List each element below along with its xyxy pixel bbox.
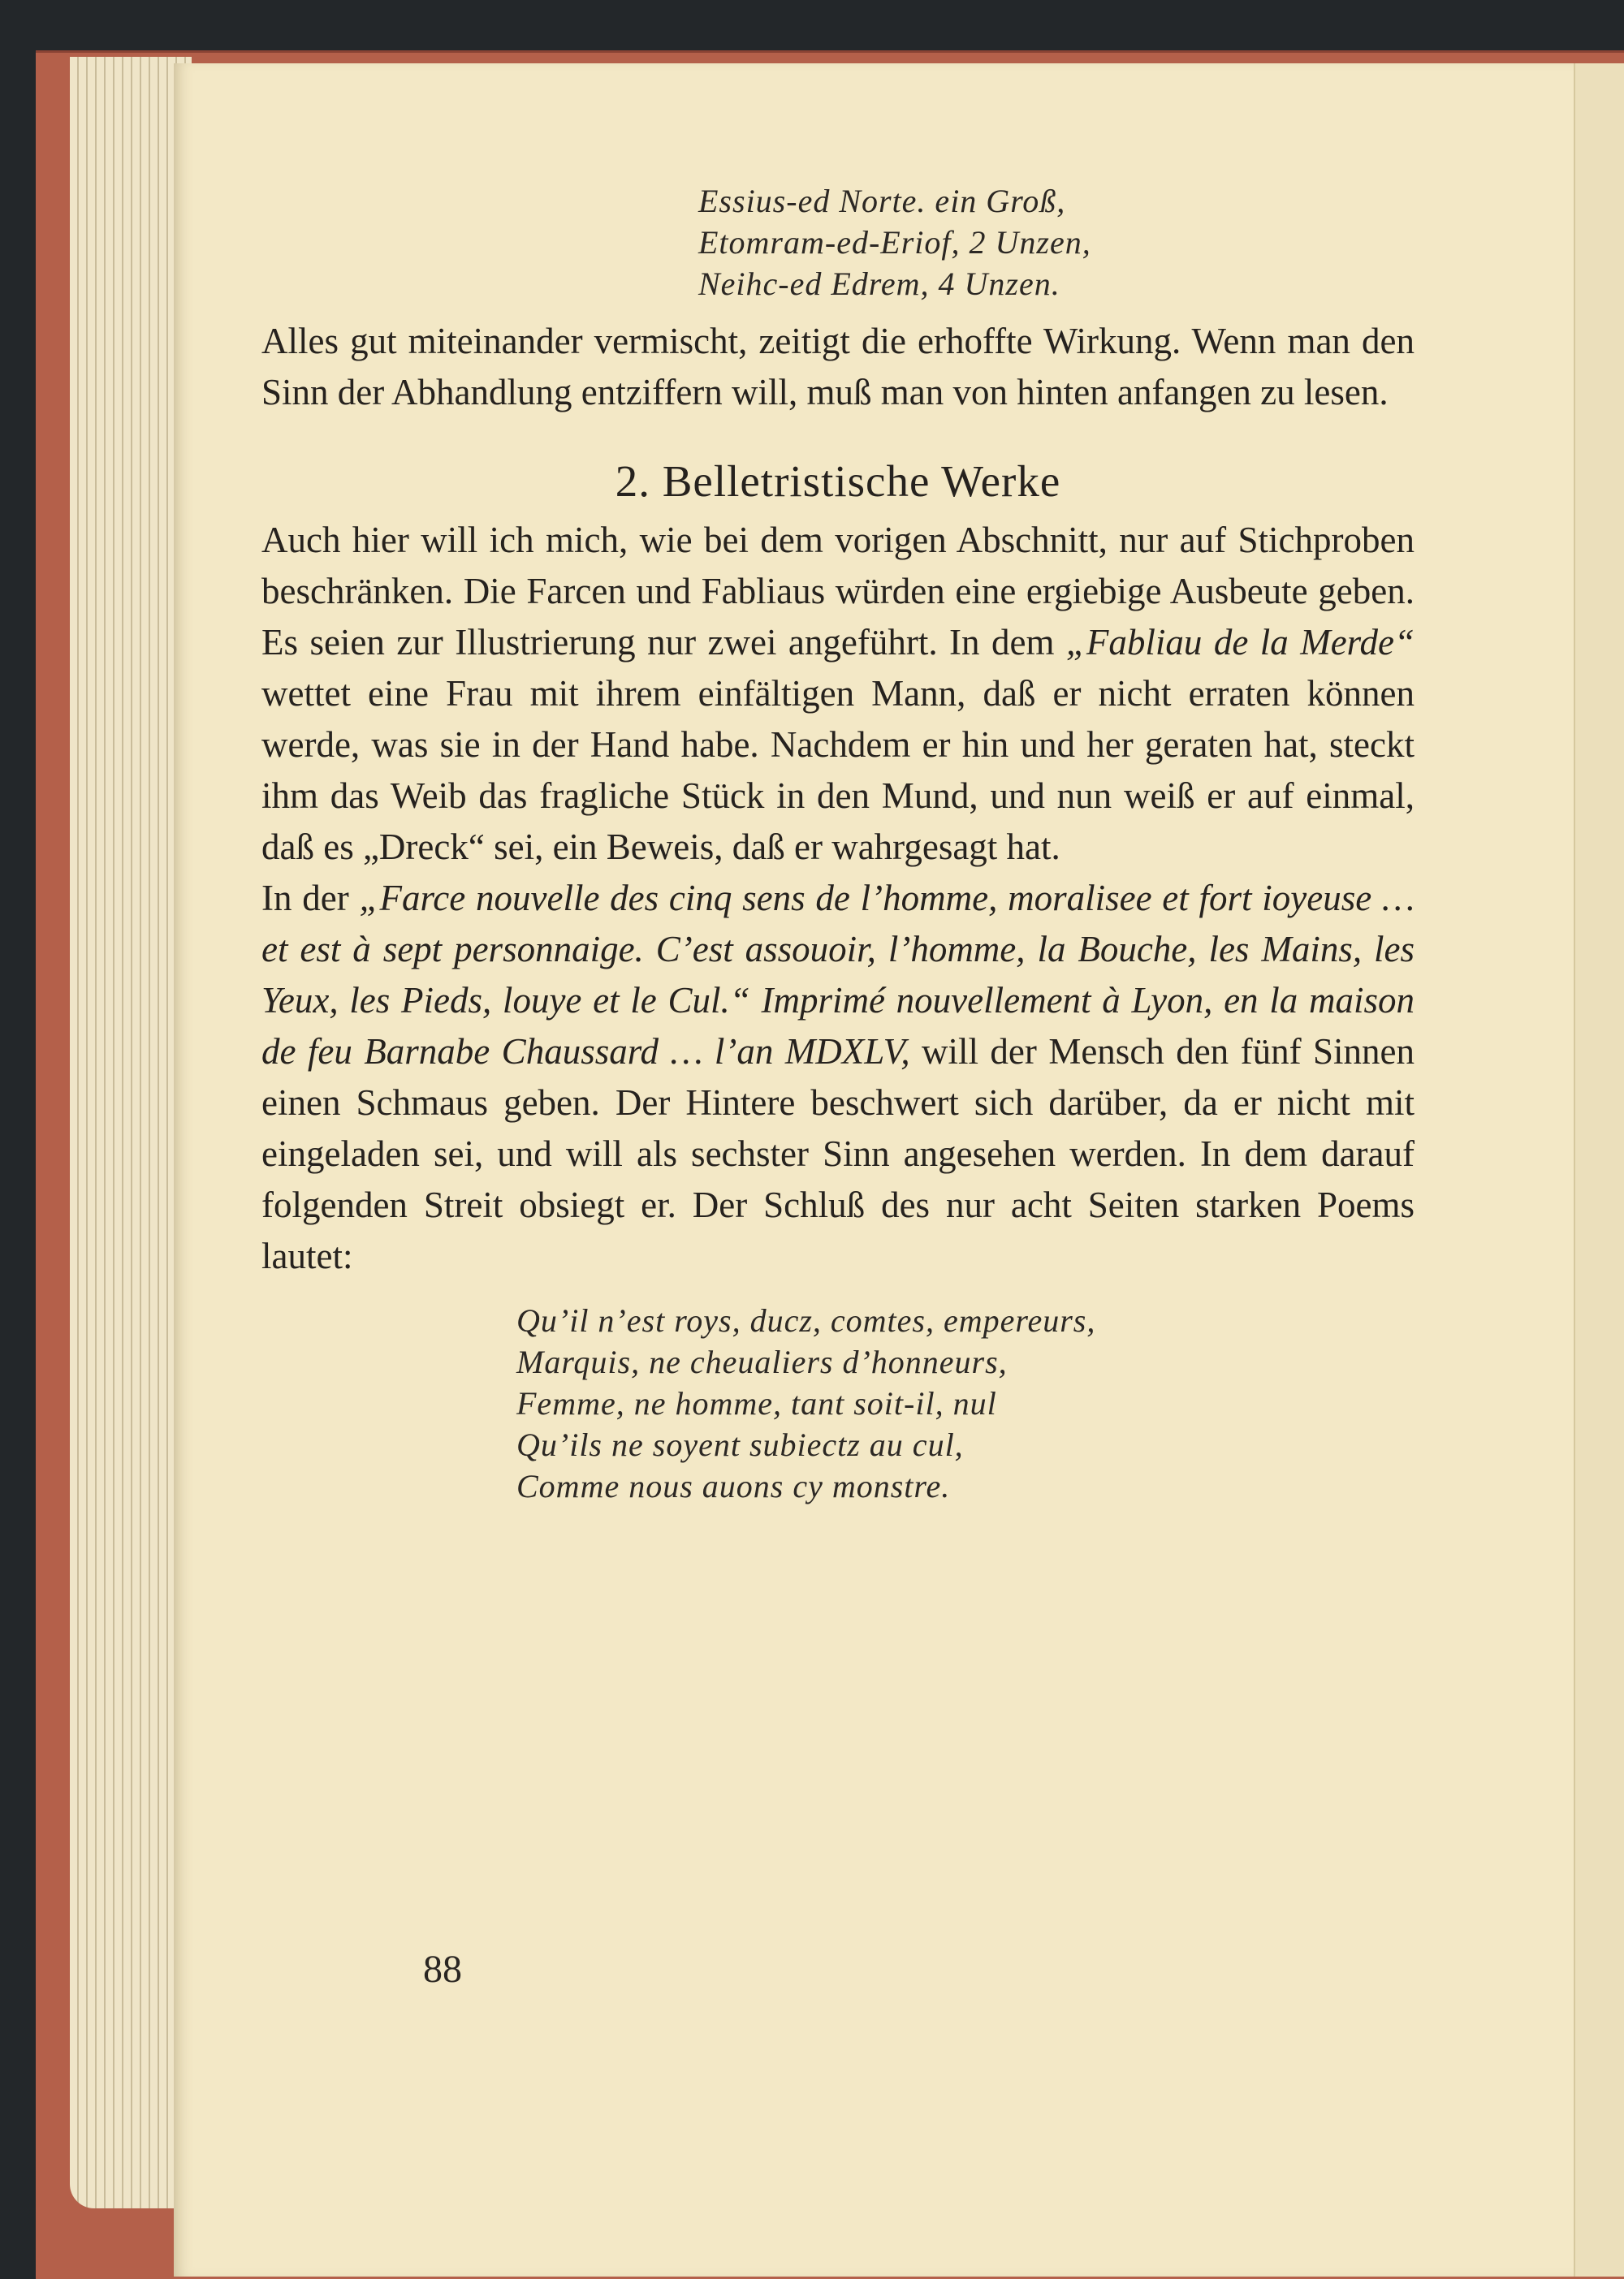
paragraph: Auch hier will ich mich, wie bei dem vorigen Abschnitt, nur auf Stichproben beschränken. Die Farcen und Fabliaus würden eine ergiebige Ausbeute geben. Es seien zur Illustrierung nur zwei angeführt. In dem „Fabliau de la Merde“ wettet eine Frau mit ihrem einfältigen Mann, daß er nicht erraten können werde, was sie in der Hand habe. Nachdem er hin und her geraten hat, steckt ihm das Weib das fragliche Stück in den Mund, und nun weiß er auf einmal, daß es „Dreck“ sei, ein Beweis, daß er wahrgesagt hat.: [261, 520, 1415, 867]
verse-line: Etomram-ed-Eriof, 2 Unzen,: [698, 224, 1091, 261]
paragraph: In der „Farce nouvelle des cinq sens de l’homme, moralisee et fort ioyeuse … et est à sept personnaige. C’est assouoir, l’homme, la Bouche, les Mains, les Yeux, les Pieds, louye et le Cul.“ Imprimé nouvellement à Lyon, en la maison de feu Barnabe Chaussard … l’an MDXLV, will der Mensch den fünf Sinnen einen Schmaus geben. Der Hintere beschwert sich darüber, da er nicht mit eingeladen sei, und will als sechster Sinn angesehen werden. In dem darauf folgenden Streit obsiegt er. Der Schluß des nur acht Seiten starken Poems lautet:: [261, 878, 1415, 1276]
quoted-poem: [516, 1300, 1415, 1507]
verse-line: Femme, ne homme, tant soit-il, nul: [516, 1385, 997, 1422]
paragraph: Alles gut miteinander vermischt, zeitigt die erhoffte Wirkung. Wenn man den Sinn der Abhandlung entziffern will, muß man von hinten anfangen zu lesen.: [261, 321, 1415, 412]
page-number: 88: [423, 1948, 462, 1991]
verse-line: Neihc-ed Edrem, 4 Unzen.: [698, 265, 1060, 302]
verse-line: Qu’il n’est roys, ducz, comtes, empereurs,: [516, 1302, 1096, 1339]
verse-line: Essius-ed Norte. ein Groß,: [698, 183, 1066, 219]
work-title: „Farce nouvelle des cinq sens de l’homme, moralisee et fort ioyeuse … et est à sept personnaige. C’est assouoir, l’homme, la Bouche, les Mains, les Yeux, les Pieds, louye et le Cul.“ Imprimé nouvellement à Lyon, en la maison de feu Barnabe Chaussard … l’an MDXLV,: [261, 878, 1415, 1072]
page-text: [261, 180, 1415, 1507]
facing-page-edge: [1574, 63, 1624, 2277]
section-heading: 2. Belletristische Werke: [615, 456, 1061, 506]
verse-line: Qu’ils ne soyent subiectz au cul,: [516, 1427, 964, 1463]
verse-line: Marquis, ne cheualiers d’honneurs,: [516, 1344, 1008, 1380]
work-title: „Fabliau de la Merde“: [1065, 622, 1415, 663]
recipe-verse: [698, 180, 1415, 304]
verse-line: Comme nous auons cy monstre.: [516, 1468, 951, 1504]
